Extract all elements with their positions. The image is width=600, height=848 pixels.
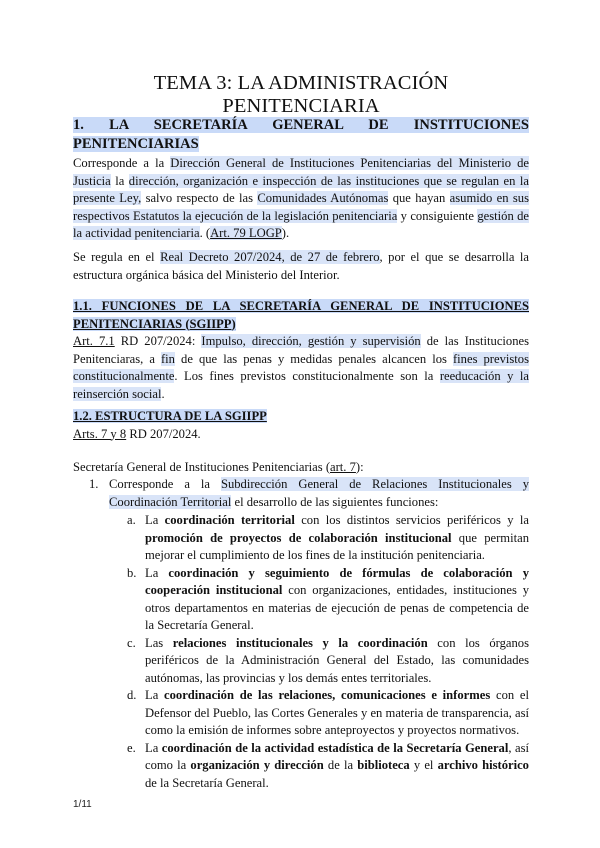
- text-run: y consiguiente: [397, 208, 478, 223]
- list-letter: b.: [127, 565, 137, 580]
- art-7-link[interactable]: art. 7: [330, 460, 356, 474]
- section-1-1-paragraph: [73, 333, 529, 403]
- list-letter: c.: [127, 635, 136, 650]
- bold-run: coordinación de las relaciones, comunicaciones e informes: [164, 688, 491, 702]
- list-letter: a.: [127, 513, 136, 527]
- text-run: con el Defensor del Pueblo, las Cortes Generales y en materia de transparencia, así como la emisión de informes sobre anteproyectos y proyectos normativos.: [145, 688, 529, 737]
- text-run: La: [145, 740, 162, 755]
- text-run: . (: [199, 226, 211, 240]
- text-run: de la: [323, 758, 358, 772]
- bold-run: coordinación territorial: [164, 513, 295, 527]
- text-run: que permitan mejorar el cumplimiento de los fines de la institución penitenciaria.: [145, 530, 529, 562]
- highlight-run: Dirección General de Instituciones Penitenciarias del Ministerio de Justicia: [73, 156, 529, 188]
- highlight-run: Real Decreto 207/2024, de 27 de febrero: [160, 250, 380, 264]
- sub-item-c: [127, 635, 529, 688]
- section-1-1: [73, 298, 529, 403]
- text-run: el desarrollo de las siguientes funciones:: [231, 494, 439, 509]
- list-item-1: [73, 476, 529, 792]
- text-run: con organizaciones, entidades, instituciones y otros departamentos en materias de ejecución de penas de competencia de la Secretaría General.: [145, 583, 530, 632]
- highlight-run: Comunidades Autónomas: [257, 191, 389, 205]
- text-run: la: [110, 173, 129, 188]
- text-run: La: [145, 513, 165, 527]
- text-run: de que las penas y medidas penales alcancen los: [174, 351, 453, 366]
- bold-run: promoción de proyectos de colaboración institucional: [145, 530, 452, 545]
- text-run: , así como la: [145, 740, 529, 772]
- section-1-1-heading: [73, 298, 529, 333]
- text-run: Las: [145, 635, 173, 650]
- text-run: . Los fines previstos constitucionalmente son la: [174, 369, 440, 383]
- text-run: Corresponde a la: [109, 477, 221, 491]
- highlight-run: reeducación y la reinserción social: [73, 369, 529, 401]
- bold-run: coordinación y seguimiento de fórmulas de colaboración y cooperación institucional: [145, 565, 529, 597]
- list-number: 1.: [89, 477, 99, 491]
- section-1-2-arts: [73, 426, 529, 444]
- section-1-2-heading: [73, 408, 529, 426]
- text-run: La: [145, 688, 165, 702]
- text-run: ):: [355, 460, 364, 474]
- list-letter: e.: [127, 740, 136, 755]
- text-run: Se regula en el: [73, 250, 161, 264]
- text-run: La: [145, 565, 169, 580]
- sgiipp-intro: [73, 459, 529, 477]
- bold-run: archivo histórico: [437, 758, 529, 772]
- highlight-run: Impulso, dirección, gestión y supervisión: [201, 334, 421, 348]
- page-number: 1/11: [73, 799, 92, 810]
- text-run: Corresponde a la: [73, 156, 171, 170]
- text-run: RD 207/2024:: [114, 334, 202, 348]
- sub-item-b: [127, 565, 530, 635]
- text-run: que hayan: [388, 191, 450, 205]
- list-letter: d.: [127, 688, 137, 702]
- highlight-run: Subdirección General de Relaciones Institucionales y Coordinación Territorial: [109, 477, 529, 509]
- section-1-heading: [73, 116, 529, 154]
- text-run: y el: [409, 758, 438, 772]
- highlight-run: dirección, organización e inspección de las instituciones que se regulan en la presente Ley,: [73, 173, 529, 205]
- section-1-1-heading-text: 1.1. FUNCIONES DE LA SECRETARÍA GENERAL DE INSTITUCIONES PENITENCIARIAS (SGIIPP): [73, 299, 529, 331]
- arts-7-8-link[interactable]: Arts. 7 y 8: [73, 426, 127, 441]
- section-1-paragraph-1: [73, 155, 529, 243]
- bold-run: coordinación de la actividad estadística de la Secretaría General: [161, 740, 509, 755]
- document-title: TEMA 3: LA ADMINISTRACIÓN PENITENCIARIA: [153, 72, 449, 117]
- highlight-run: asumido en sus respectivos Estatutos la ejecución de la legislación penitenciaria: [73, 191, 530, 223]
- text-run: de la Secretaría General.: [145, 775, 269, 790]
- text-run: , por el que se desarrolla la estructura orgánica básica del Ministerio del Interior.: [73, 250, 529, 282]
- sub-item-a: [127, 512, 530, 565]
- highlight-run: fines previstos constitucionalmente: [73, 351, 529, 383]
- text-run: ).: [281, 226, 290, 240]
- text-run: Secretaría General de Instituciones Penitenciarias (: [73, 460, 331, 474]
- text-run: de las Instituciones Penitenciaras, a: [73, 334, 529, 366]
- text-run: con los órganos periféricos de la Administración General del Estado, las comunidades autónomas, las provincias y los demás entes territoriales.: [145, 635, 529, 685]
- section-1-paragraph-2: [73, 249, 529, 284]
- section-1-2-heading-text: 1.2. ESTRUCTURA DE LA SGIIPP: [73, 409, 267, 423]
- section-1-heading-text: 1. LA SECRETARÍA GENERAL DE INSTITUCIONES PENITENCIARIAS: [73, 117, 529, 152]
- text-run: RD 207/2024.: [126, 426, 201, 441]
- art-7-1-link[interactable]: Art. 7.1: [73, 334, 115, 348]
- text-run: salvo respecto de las: [141, 191, 258, 205]
- bold-run: relaciones institucionales y la coordinación: [172, 635, 428, 650]
- text-run: con los distintos servicios periféricos y la: [294, 513, 530, 527]
- sub-item-e: [127, 740, 529, 793]
- section-1-2: [73, 408, 529, 443]
- sub-item-d: [127, 687, 529, 740]
- art-79-logp-link[interactable]: Art. 79 LOGP: [210, 226, 282, 240]
- text-run: .: [161, 386, 165, 401]
- highlight-run: gestión de la actividad penitenciaria: [73, 208, 529, 240]
- bold-run: organización y dirección: [190, 758, 324, 772]
- bold-run: biblioteca: [357, 758, 410, 772]
- highlight-run: fin: [160, 351, 175, 366]
